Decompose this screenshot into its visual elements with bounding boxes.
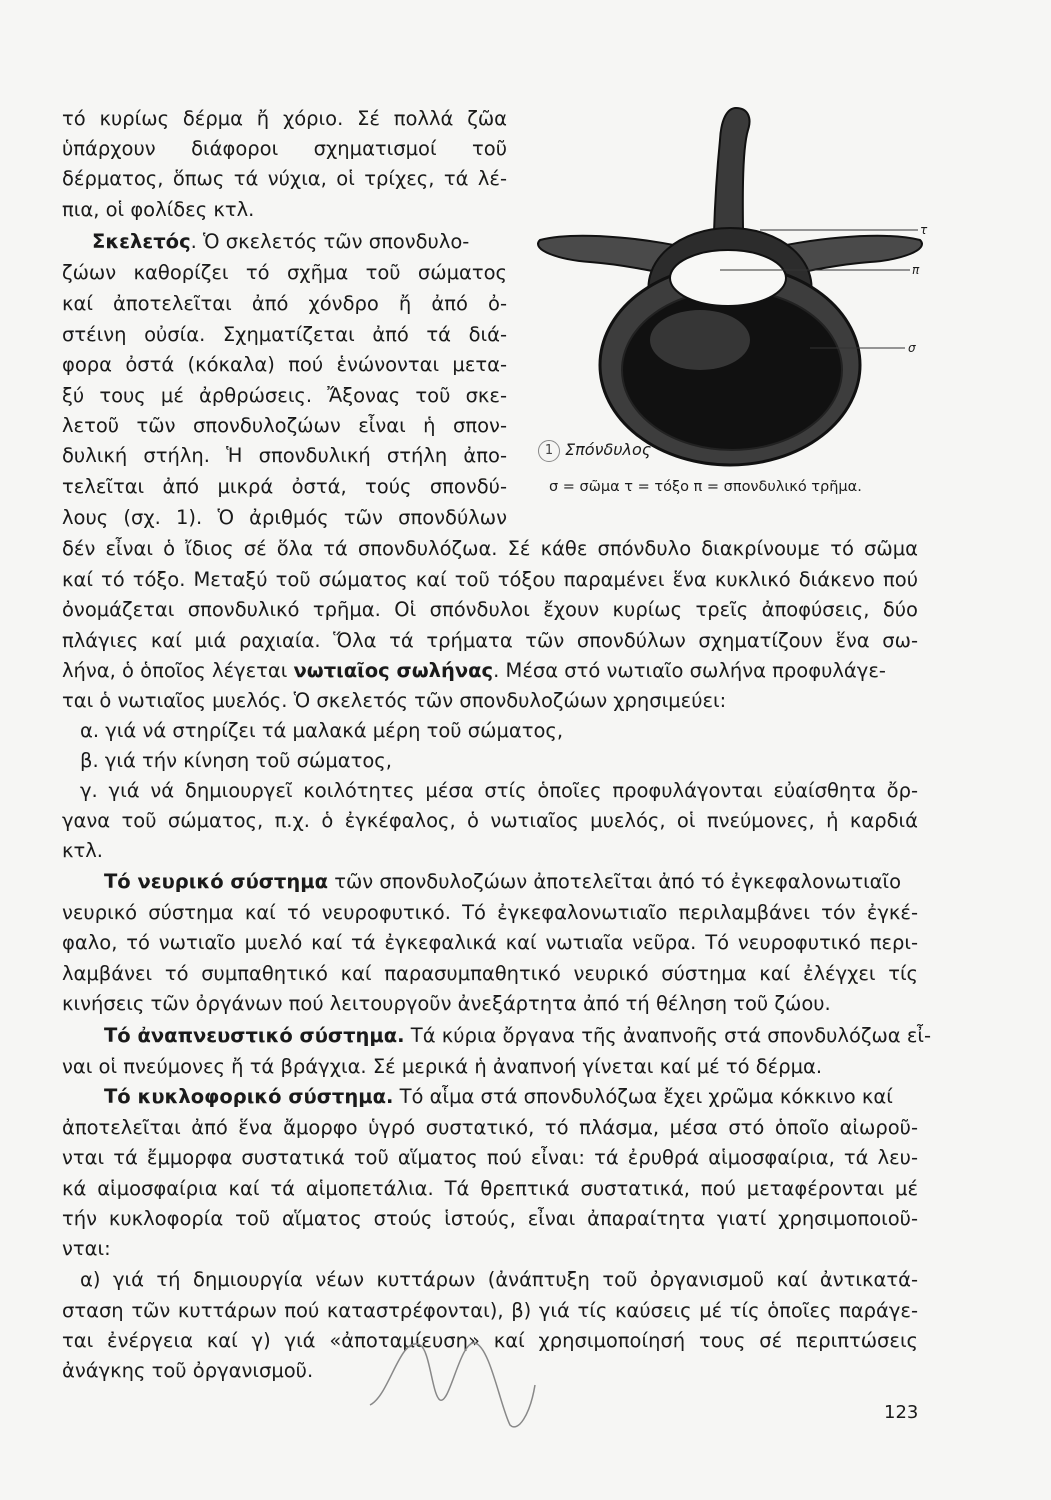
section-heading-respiratory: Τό ἀναπνευστικό σύστημα. xyxy=(104,1024,405,1047)
text-line: ὑπάρχουν διάφοροι σχηματισμοί τοῦ xyxy=(62,137,507,160)
text-line: ἀποτελεῖται ἀπό ἕνα ἄμορφο ὑγρό συστατικό, τό πλάσμα, μέσα στό ὁποῖο αἰωροῦ- xyxy=(62,1116,918,1139)
text-line: πλάγιες καί μιά ραχιαία. Ὅλα τά τρήματα τῶν σπονδύλων σχηματίζουν ἕνα σω- xyxy=(62,629,918,652)
text-line: νευρικό σύστημα καί τό νευροφυτικό. Τό ἐγκεφαλονωτιαῖο περιλαμβάνει τόν ἐγκέ- xyxy=(62,901,918,924)
text-line: φορα ὀστά (κόκαλα) πού ἑνώνονται μετα- xyxy=(62,353,507,376)
section-heading-nervous: Τό νευρικό σύστημα xyxy=(104,870,329,893)
text-line: ναι οἱ πνεύμονες ἤ τά βράγχια. Σέ μερικά ἡ ἀναπνοή γίνεται καί μέ τό δέρμα. xyxy=(62,1055,823,1078)
text-line: λαμβάνει τό συμπαθητικό καί παρασυμπαθητικό νευρικό σύστημα καί ἐλέγχει τίς xyxy=(62,962,918,985)
text-line xyxy=(62,656,918,686)
text-line: καί ἀποτελεῖται ἀπό χόνδρο ἤ ἀπό ὀ- xyxy=(62,292,507,315)
text-line: τήν κυκλοφορία τοῦ αἵματος στούς ἱστούς, εἶναι ἀπαραίτητα γιατί χρησιμοποιοῦ- xyxy=(62,1207,918,1230)
text-line xyxy=(104,1021,932,1051)
text-segment: λήνα, ὁ ὁποῖος λέγεται xyxy=(62,659,294,682)
list-item: α. γιά νά στηρίζει τά μαλακά μέρη τοῦ σώματος, xyxy=(80,719,564,742)
text-line: ται ἐνέργεια καί γ) γιά «ἀποταμίευση» καί χρησιμοποίησή τους σέ περιπτώσεις xyxy=(62,1329,918,1352)
label-foramen: π xyxy=(912,263,920,277)
text-line: δέν εἶναι ὁ ἴδιος σέ ὅλα τά σπονδυλόζωα. Σέ κάθε σπόνδυλο διακρίνουμε τό σῶμα xyxy=(62,537,918,560)
text-line: κινήσεις τῶν ὀργάνων πού λειτουργοῦν ἀνεξάρτητα ἀπό τή θέληση τοῦ ζώου. xyxy=(62,992,831,1015)
label-arch: τ xyxy=(920,223,928,237)
text-line: λετοῦ τῶν σπονδυλοζώων εἶναι ἡ σπον- xyxy=(62,414,507,437)
list-item: γ. γιά νά δημιουργεῖ κοιλότητες μέσα στίς ὁποῖες προφυλάγονται εὐαίσθητα ὄρ- xyxy=(80,779,918,802)
text-line: δέρματος, ὅπως τά νύχια, οἱ τρίχες, τά λέ- xyxy=(62,167,507,190)
text-line xyxy=(92,227,507,257)
text-segment: Τά κύρια ὄργανα τῆς ἀναπνοῆς στά σπονδυλόζωα εἶ- xyxy=(404,1024,932,1047)
text-line: καί τό τόξο. Μεταξύ τοῦ σώματος καί τοῦ τόξου παραμένει ἕνα κυκλικό διάκενο πού xyxy=(62,568,918,591)
text-line: γανα τοῦ σώματος, π.χ. ὁ ἐγκέφαλος, ὁ νωτιαῖος μυελός, οἱ πνεύμονες, ἡ καρδιά xyxy=(62,809,918,832)
figure-number: 1 xyxy=(538,440,560,462)
list-item: α) γιά τή δημιουργία νέων κυττάρων (ἀνάπτυξη τοῦ ὀργανισμοῦ καί ἀντικατά- xyxy=(80,1268,918,1291)
text-line: κά αἱμοσφαίρια καί τά αἱμοπετάλια. Τά θρεπτικά συστατικά, πού μεταφέρονται μέ xyxy=(62,1177,918,1200)
text-line: ὀνομάζεται σπονδυλικό τρῆμα. Οἱ σπόνδυλοι ἔχουν κυρίως τρεῖς ἀποφύσεις, δύο xyxy=(62,598,918,621)
bold-term-spinal-canal: νωτιαῖος σωλήνας xyxy=(293,659,494,682)
text-line: ἀνάγκης τοῦ ὀργανισμοῦ. xyxy=(62,1359,314,1382)
text-segment: Τό αἷμα στά σπονδυλόζωα ἔχει χρῶμα κόκκινο καί xyxy=(393,1085,893,1108)
text-line: σταση τῶν κυττάρων πού καταστρέφονται), β) γιά τίς καύσεις μέ τίς ὁποῖες παράγε- xyxy=(62,1299,918,1322)
text-line: ξύ τους μέ ἀρθρώσεις. Ἄξονας τοῦ σκε- xyxy=(62,384,507,407)
text-line: λους (σχ. 1). Ὁ ἀριθμός τῶν σπονδύλων xyxy=(62,506,507,529)
text-line: πια, οἱ φολίδες κτλ. xyxy=(62,198,255,221)
section-heading-skeleton: Σκελετός xyxy=(92,230,191,253)
text-line: νται τά ἔμμορφα συστατικά τοῦ αἵματος πού εἶναι: τά ἐρυθρά αἱμοσφαίρια, τά λευ- xyxy=(62,1146,918,1169)
text-line: δυλική στήλη. Ἡ σπονδυλική στήλη ἀπο- xyxy=(62,444,507,467)
text-line: ται ὁ νωτιαῖος μυελός. Ὁ σκελετός τῶν σπονδυλοζώων χρησιμεύει: xyxy=(62,689,727,712)
text-line xyxy=(104,1082,918,1112)
text-segment: . Μέσα στό νωτιαῖο σωλήνα προφυλάγε- xyxy=(493,659,886,682)
text-line: νται: xyxy=(62,1237,111,1260)
body-highlight xyxy=(650,310,750,370)
section-heading-circulatory: Τό κυκλοφορικό σύστημα. xyxy=(104,1085,394,1108)
figure-legend: σ = σῶμα τ = τόξο π = σπονδυλικό τρῆμα. xyxy=(549,479,862,495)
vertebral-body-inner xyxy=(622,290,842,450)
text-line: κτλ. xyxy=(62,839,103,862)
vertebral-foramen xyxy=(670,250,786,306)
text-line: τό κυρίως δέρμα ἤ χόριο. Σέ πολλά ζῶα xyxy=(62,107,507,130)
page-number: 123 xyxy=(884,1402,919,1423)
text-line: τελεῖται ἀπό μικρά ὀστά, τούς σπονδύ- xyxy=(62,475,507,498)
text-segment: τῶν σπονδυλοζώων ἀποτελεῖται ἀπό τό ἐγκεφαλονωτιαῖο xyxy=(328,870,902,893)
list-item: β. γιά τήν κίνηση τοῦ σώματος, xyxy=(80,749,392,772)
text-line: ζώων καθορίζει τό σχῆμα τοῦ σώματος xyxy=(62,261,507,284)
text-line: στέινη οὐσία. Σχηματίζεται ἀπό τά διά- xyxy=(62,323,507,346)
text-line: φαλο, τό νωτιαῖο μυελό καί τά ἐγκεφαλικά καί νωτιαῖα νεῦρα. Τό νευροφυτικό περι- xyxy=(62,931,918,954)
text-segment: . Ὁ σκελετός τῶν σπονδυλο- xyxy=(190,230,470,253)
pencil-scribble xyxy=(360,1325,560,1435)
label-body: σ xyxy=(908,341,916,355)
figure-caption-title: Σπόνδυλος xyxy=(565,440,652,459)
text-line xyxy=(104,867,918,897)
